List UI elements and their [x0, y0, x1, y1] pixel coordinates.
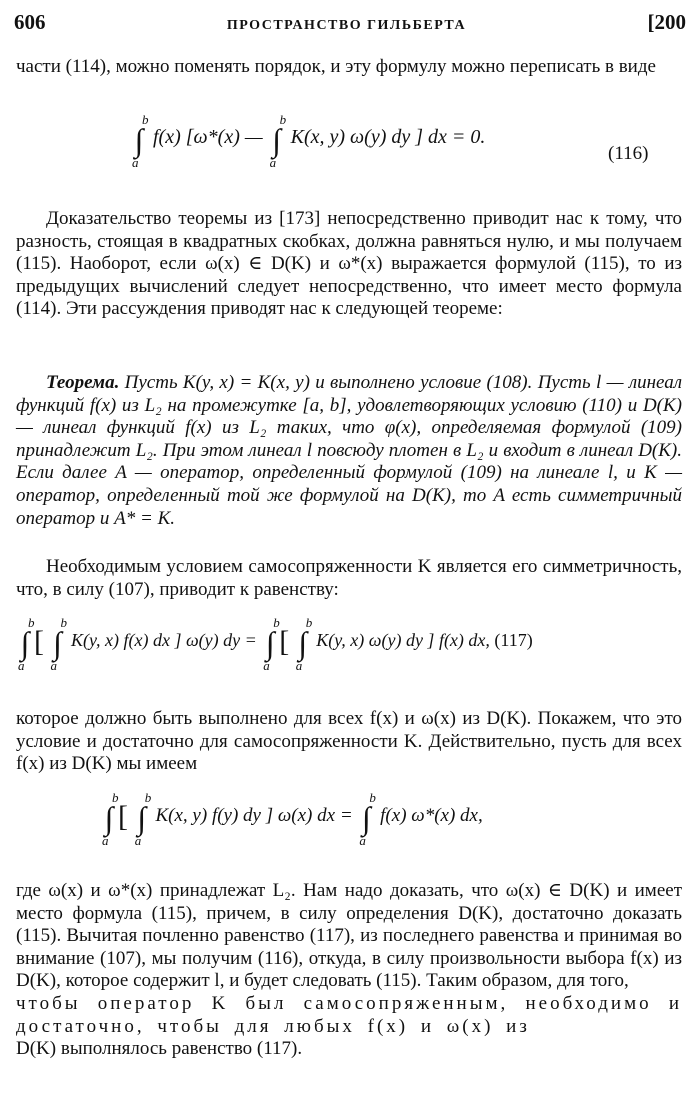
running-title: ПРОСТРАНСТВО ГИЛЬБЕРТА: [226, 18, 467, 33]
paragraph-4: которое должно быть выполнено для всех f(x) и ω(x) из D(K). Покажем, что это условие и достаточно для самосопряженности K. Действительно, пусть для всех f(x) из D(K) мы имеем: [16, 708, 682, 775]
integral-sign: ∫ b a: [132, 112, 149, 170]
theorem: [16, 372, 682, 530]
paragraph-1: части (114), можно поменять порядок, и эту формулу можно переписать в виде: [16, 56, 656, 77]
paragraph-3: Необходимым условием самосопряженности K является его симметричность, что, в силу (107), приводит к равенству:: [16, 556, 682, 600]
integral-sign: ∫ b a: [269, 112, 287, 170]
spread-line: чтобы оператор K был самосопряженным, необходимо и достаточно, чтобы для любых f(x) и ω(x) из: [16, 992, 682, 1037]
formula-unnumbered: ∫ b a [ ∫ b a K(x, y) f(y) dy ] ω(x) dx = ∫ b a f(x) ω*(x) dx,: [102, 790, 483, 848]
equation-number-117: (117): [494, 630, 533, 650]
theorem-text: Пусть K(y, x) = K(x, y) и выполнено условие (108). Пусть l — линеал функций f(x) из L₂ на промежутке [a, b], удовлетворяющих условию (110) и D(K) — линеал функций f(x) из L₂ таких, что φ(x), определяемая формулой (109) принадлежит L₂. При этом линеал l повсюду плотен в L₂ и входит в линеал D(K). Если далее A — оператор, определенный формулой (109) на линеале l, и K — оператор, определенный той же формулой на D(K), то A есть симметричный оператор и A* = K.: [16, 372, 682, 529]
paragraph-5: где ω(x) и ω*(x) принадлежат L₂. Нам надо доказать, что ω(x) ∈ D(K) и имеет место формула (115), причем, в силу определения D(K), достаточно доказать (115). Вычитая почленно равенство (117), из последнего равенства и принимая во внимание (107), мы получим (116), откуда, в силу произвольности выбора f(x) из D(K), которое содержит l, и будет следовать (115). Таким образом, для того, чтобы оператор K был самосопряженным, необходимо и достаточно, чтобы для любых f(x) и ω(x) из D(K) выполнялось равенство (117).: [16, 880, 682, 1060]
paragraph-2: Доказательство теоремы из [173] непосредственно приводит нас к тому, что разность, стоящая в квадратных скобках, должна равняться нулю, и мы получаем (115). Наоборот, если ω(x) ∈ D(K) и ω*(x) выражается формулой (115), то из предыдущих вычислений следует непосредственно, что имеет место формула (114). Эти рассуждения приводят нас к следующей теореме:: [16, 208, 682, 320]
page-header: [14, 10, 686, 36]
section-number: [200: [647, 10, 686, 34]
page-number: 606: [14, 10, 46, 34]
formula-117: ∫ b a [ ∫ b a K(y, x) f(x) dx ] ω(y) dy = ∫ b a [ ∫ b a K(y, x) ω(y) dy ] f(x) dx, (117): [18, 615, 533, 673]
theorem-title: Теорема.: [46, 372, 120, 393]
equation-number-116: (116): [608, 143, 649, 164]
formula-116: ∫ b a f(x) [ω*(x) — ∫ b a K(x, y) ω(y) dy ] dx = 0.: [132, 112, 486, 170]
